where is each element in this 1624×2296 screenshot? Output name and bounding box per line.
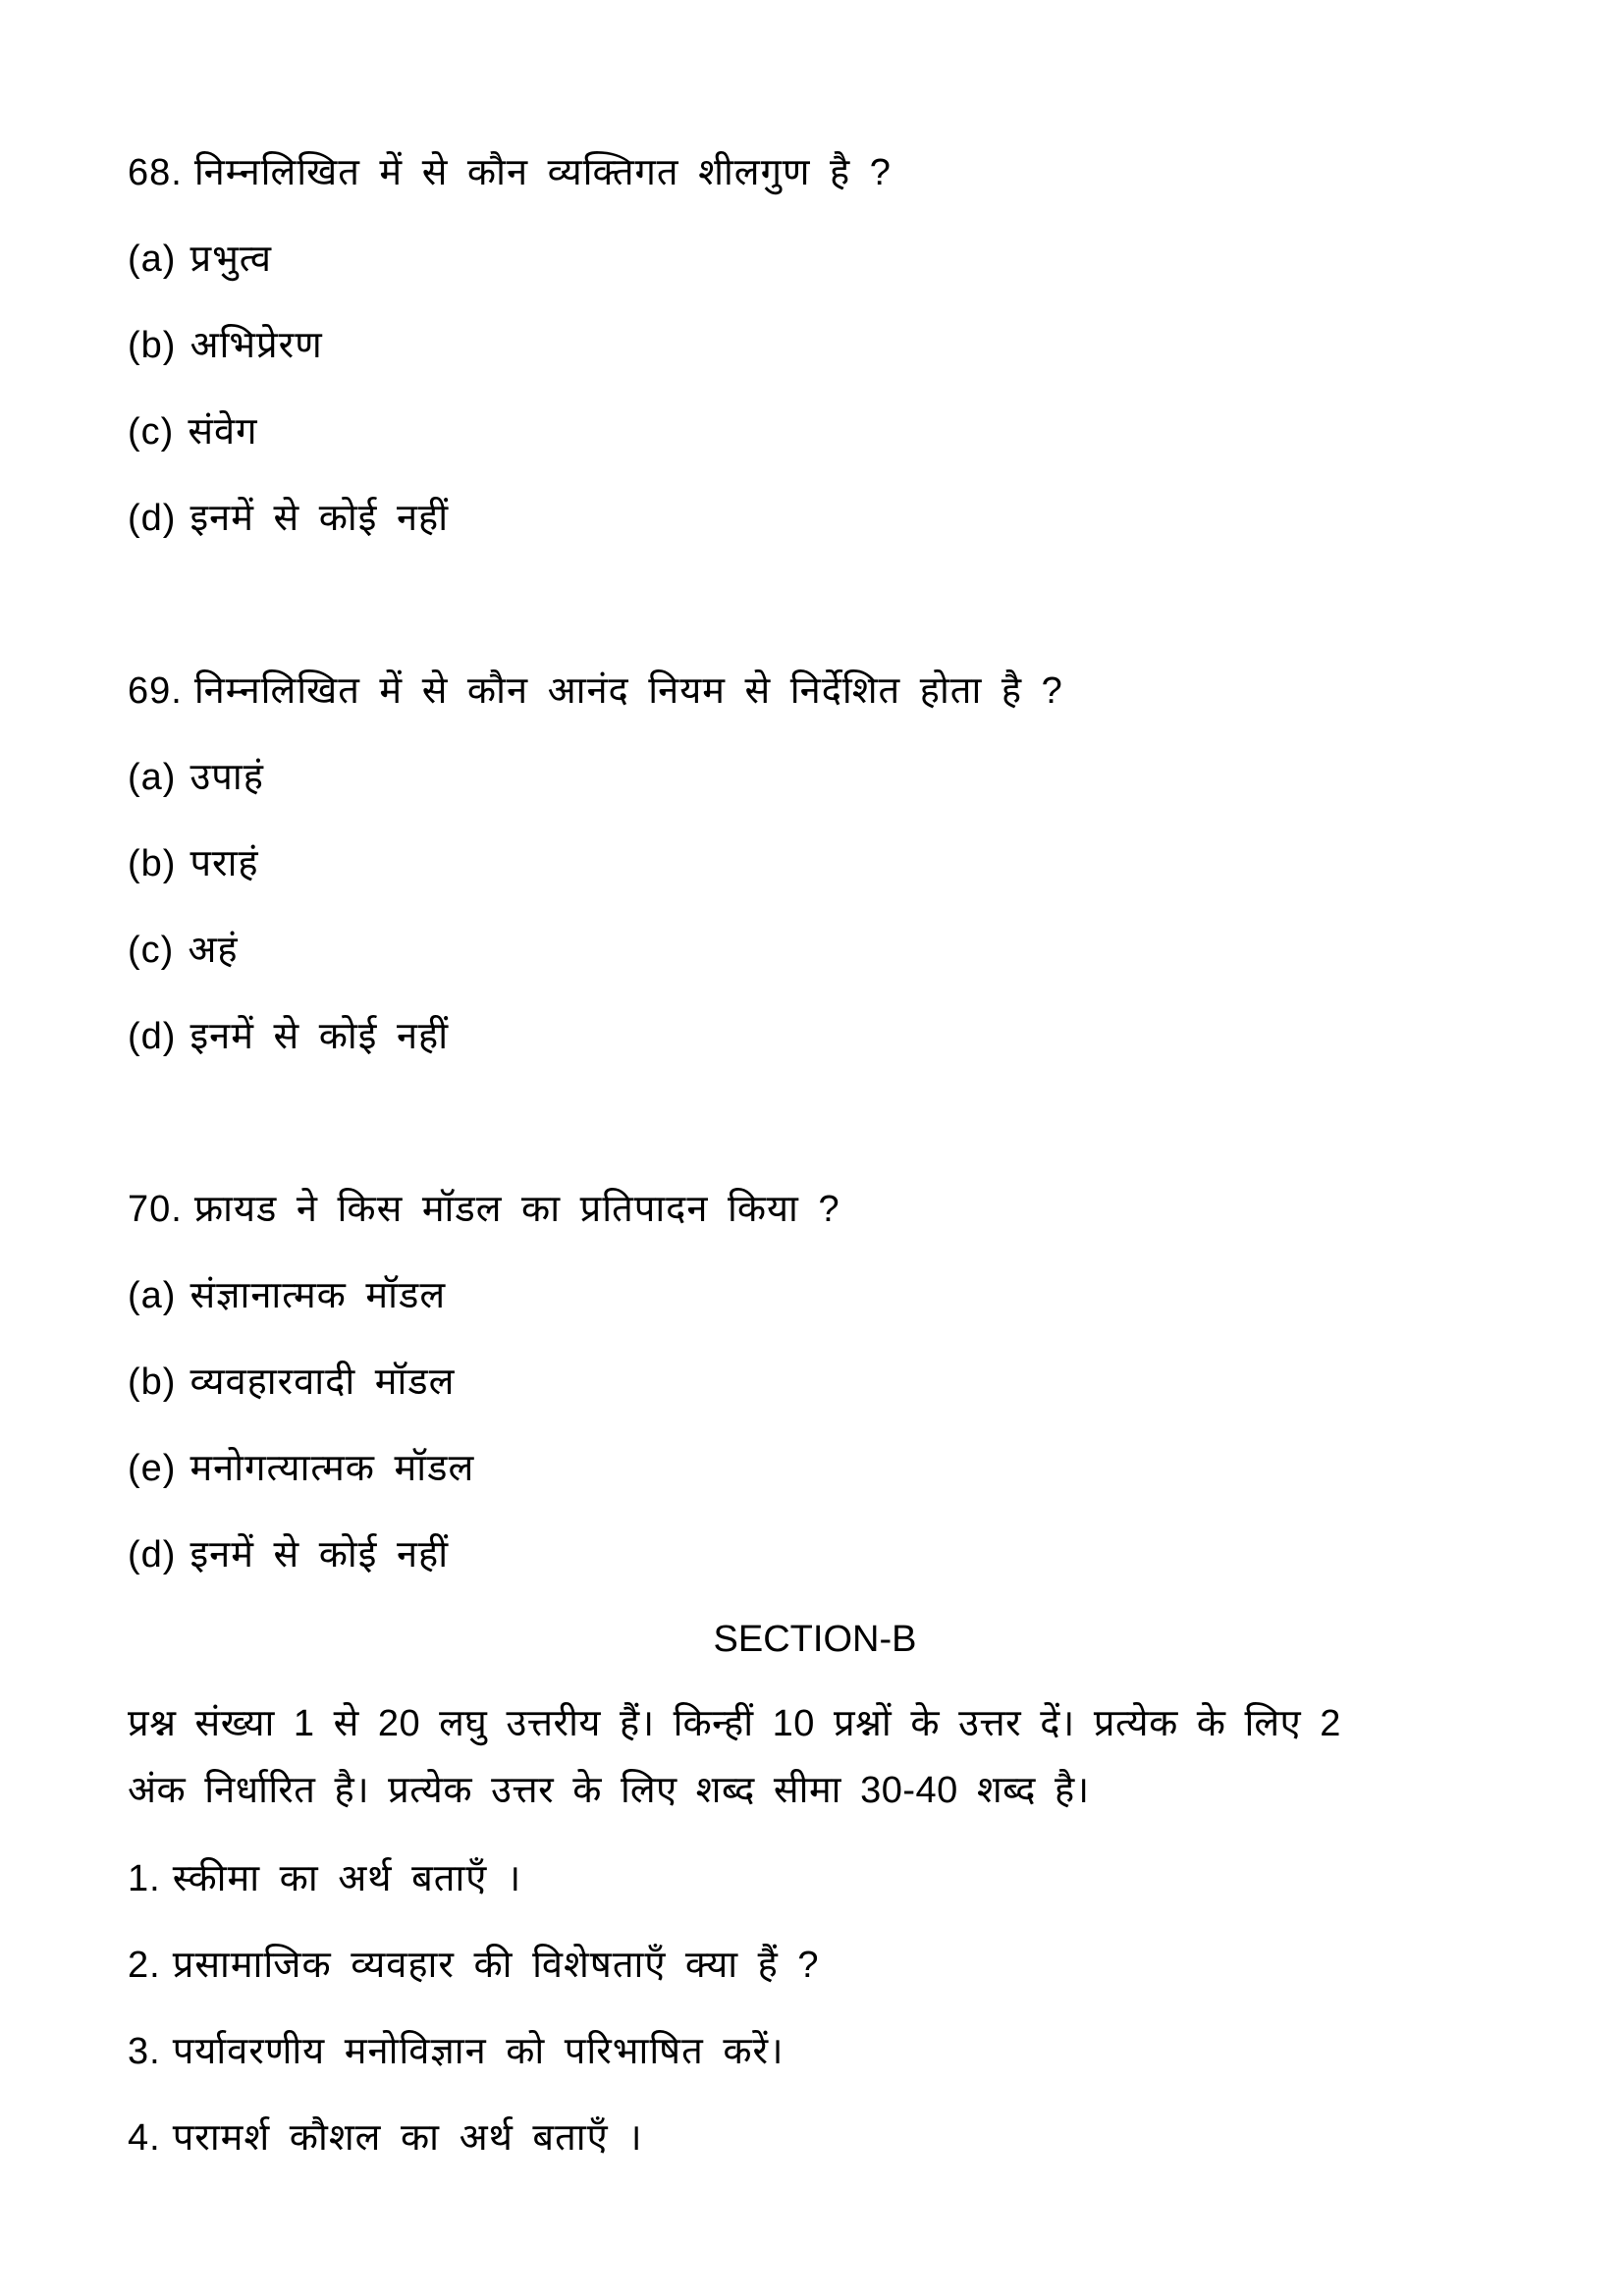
question-69-option-b bbox=[128, 840, 259, 887]
question-69-option-d bbox=[128, 1013, 449, 1060]
item-number: 3. bbox=[128, 2031, 161, 2072]
section-b-instruction-line-1: प्रश्न संख्या 1 से 20 लघु उत्तरीय हैं। किन्हीं 10 प्रश्नों के उत्तर दें। प्रत्येक के लिए 2 bbox=[128, 1703, 1341, 1744]
section-b-item-3 bbox=[128, 2028, 785, 2075]
question-69-option-a bbox=[128, 754, 264, 801]
option-label: (a) bbox=[128, 1275, 177, 1316]
option-label: (d) bbox=[128, 498, 177, 539]
option-label: (c) bbox=[128, 930, 175, 971]
option-text: पराहं bbox=[189, 843, 259, 884]
question-68-option-d bbox=[128, 495, 449, 542]
option-text: इनमें से कोई नहीं bbox=[189, 1534, 450, 1575]
option-text: उपाहं bbox=[189, 757, 264, 798]
section-b-item-1 bbox=[128, 1855, 521, 1902]
question-70-option-a bbox=[128, 1272, 446, 1319]
option-label: (b) bbox=[128, 325, 177, 366]
question-69-option-c bbox=[128, 927, 239, 974]
option-text: प्रभुत्व bbox=[189, 239, 272, 280]
question-68 bbox=[128, 149, 892, 196]
question-70-option-b bbox=[128, 1359, 455, 1406]
item-text: प्रसामाजिक व्यवहार की विशेषताएँ क्या हैं ? bbox=[172, 1945, 820, 1986]
option-label: (d) bbox=[128, 1016, 177, 1057]
option-label: (d) bbox=[128, 1534, 177, 1575]
item-text: परामर्श कौशल का अर्थ बताएँ । bbox=[172, 2117, 643, 2159]
option-text: संज्ञानात्मक मॉडल bbox=[189, 1275, 447, 1316]
question-68-option-a bbox=[128, 236, 272, 283]
option-label: (e) bbox=[128, 1448, 177, 1489]
option-text: अहं bbox=[188, 930, 239, 971]
option-label: (a) bbox=[128, 239, 177, 280]
question-number: 68. bbox=[128, 152, 183, 193]
question-70-option-d bbox=[128, 1531, 449, 1578]
option-text: इनमें से कोई नहीं bbox=[189, 1016, 450, 1057]
option-label: (b) bbox=[128, 1362, 177, 1403]
question-68-option-c bbox=[128, 408, 258, 455]
question-number: 70. bbox=[128, 1189, 183, 1230]
option-text: संवेग bbox=[188, 411, 258, 453]
question-text: निम्नलिखित में से कौन आनंद नियम से निर्देशित होता है ? bbox=[193, 670, 1063, 712]
question-70 bbox=[128, 1186, 840, 1233]
question-68-option-b bbox=[128, 322, 323, 369]
section-b-item-4 bbox=[128, 2114, 643, 2162]
section-b-title: SECTION-B bbox=[713, 1619, 917, 1660]
item-number: 1. bbox=[128, 1858, 161, 1899]
question-text: निम्नलिखित में से कौन व्यक्तिगत शीलगुण है ? bbox=[193, 152, 892, 193]
option-label: (a) bbox=[128, 757, 177, 798]
option-text: इनमें से कोई नहीं bbox=[189, 498, 450, 539]
section-b-instruction-line-2: अंक निर्धारित है। प्रत्येक उत्तर के लिए शब्द सीमा 30-40 शब्द है। bbox=[128, 1770, 1090, 1811]
question-text: फ्रायड ने किस मॉडल का प्रतिपादन किया ? bbox=[193, 1189, 840, 1230]
option-text: व्यवहारवादी मॉडल bbox=[189, 1362, 456, 1403]
option-text: मनोगत्यात्मक मॉडल bbox=[189, 1448, 475, 1489]
item-text: पर्यावरणीय मनोविज्ञान को परिभाषित करें। bbox=[172, 2031, 785, 2072]
item-number: 4. bbox=[128, 2117, 161, 2159]
item-number: 2. bbox=[128, 1945, 161, 1986]
option-label: (b) bbox=[128, 843, 177, 884]
question-69 bbox=[128, 667, 1063, 715]
option-label: (c) bbox=[128, 411, 175, 453]
question-70-option-e bbox=[128, 1445, 474, 1492]
option-text: अभिप्रेरण bbox=[189, 325, 323, 366]
item-text: स्कीमा का अर्थ बताएँ । bbox=[172, 1858, 522, 1899]
section-b-item-2 bbox=[128, 1942, 820, 1989]
question-number: 69. bbox=[128, 670, 183, 712]
